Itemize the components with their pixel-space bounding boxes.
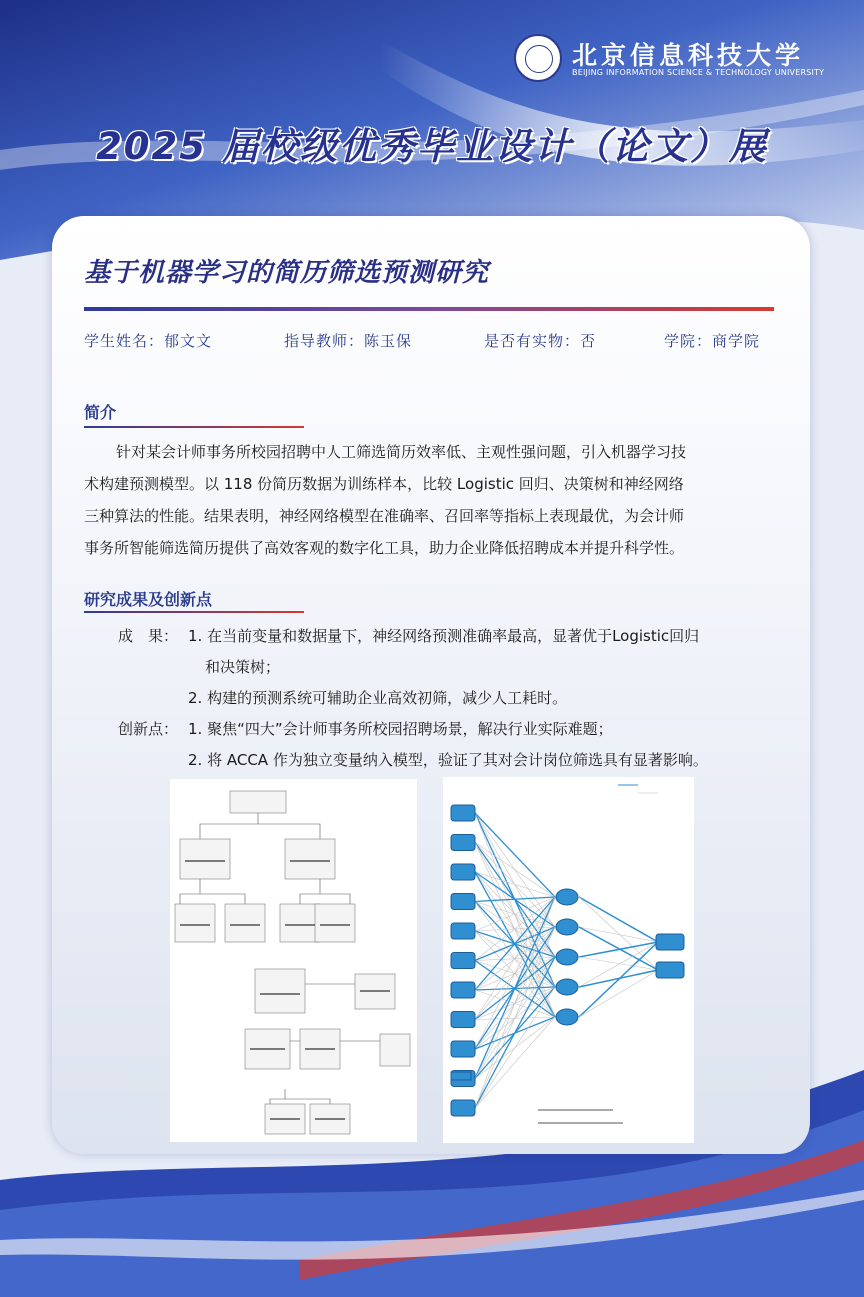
paper-title: 基于机器学习的简历筛选预测研究 (84, 258, 490, 288)
exhibition-title: 2025 届校级优秀毕业设计（论文）展 (96, 125, 768, 168)
input-node (451, 805, 475, 821)
student-name: 学生姓名：郁文文 (84, 332, 213, 350)
result-item-2: 2. 构建的预测系统可辅助企业高效初筛，减少人工耗时。 (188, 689, 568, 707)
university-seal-icon (514, 34, 562, 82)
input-node (451, 923, 475, 939)
innovation-label: 创新点： (118, 720, 179, 738)
intro-text (84, 436, 776, 564)
innovation-item-1: 1. 聚焦“四大”会计师事务所校园招聘场景，解决行业实际难题； (188, 720, 613, 738)
results-divider (84, 611, 304, 613)
hidden-node (556, 919, 578, 935)
input-node (451, 953, 475, 969)
input-node (451, 1012, 475, 1028)
network-edge (475, 957, 555, 1108)
neural-network-figure (443, 777, 694, 1143)
results-heading: 研究成果及创新点 (84, 590, 213, 609)
title-divider (84, 307, 774, 311)
intro-line: 事务所智能筛选简历提供了高效客观的数字化工具，助力企业降低招聘成本并提升科学性。 (84, 539, 685, 557)
decision-tree-figure (170, 779, 417, 1142)
advisor-name: 指导教师：陈玉保 (284, 332, 413, 350)
result-item-1-cont: 和决策树； (205, 658, 281, 676)
network-edge (475, 987, 555, 1108)
physical-object: 是否有实物：否 (484, 332, 597, 350)
network-edge (579, 942, 658, 1017)
result-item-1: 1. 在当前变量和数据量下，神经网络预测准确率最高，显著优于Logistic回归 (188, 627, 700, 645)
output-node (656, 934, 684, 950)
network-edge (579, 970, 658, 1017)
hidden-node (556, 1009, 578, 1025)
intro-line: 术构建预测模型。以 118 份简历数据为训练样本，比较 Logistic 回归、决策树和神经网络 (84, 475, 684, 493)
input-node (451, 894, 475, 910)
input-node (451, 1041, 475, 1057)
hidden-node (556, 979, 578, 995)
input-node (451, 835, 475, 851)
input-node (451, 1072, 471, 1080)
input-node (451, 1100, 475, 1116)
hidden-node (556, 949, 578, 965)
input-node (451, 982, 475, 998)
intro-divider (84, 426, 304, 428)
intro-line: 三种算法的性能。结果表明，神经网络模型在准确率、召回率等指标上表现最优，为会计师 (84, 507, 685, 525)
college-name: 学院：商学院 (664, 332, 761, 350)
content-card (52, 216, 810, 1154)
hidden-node (556, 889, 578, 905)
network-edge (579, 897, 658, 942)
university-name-cn: 北京信息科技大学 (572, 41, 805, 70)
innovation-item-2: 2. 将 ACCA 作为独立变量纳入模型，验证了其对会计岗位筛选具有显著影响。 (188, 751, 708, 769)
results-label: 成 果： (118, 627, 179, 645)
intro-heading: 简介 (84, 403, 117, 422)
university-name-en: BEIJING INFORMATION SCIENCE & TECHNOLOGY UNIVERSITY (572, 68, 825, 77)
figure-caption-lines (538, 1110, 623, 1123)
intro-line: 针对某会计师事务所校园招聘中人工筛选简历效率低、主观性强问题，引入机器学习技 (116, 443, 687, 461)
input-node (451, 864, 475, 880)
university-logo (514, 34, 824, 84)
network-edge (579, 942, 658, 957)
output-node (656, 962, 684, 978)
